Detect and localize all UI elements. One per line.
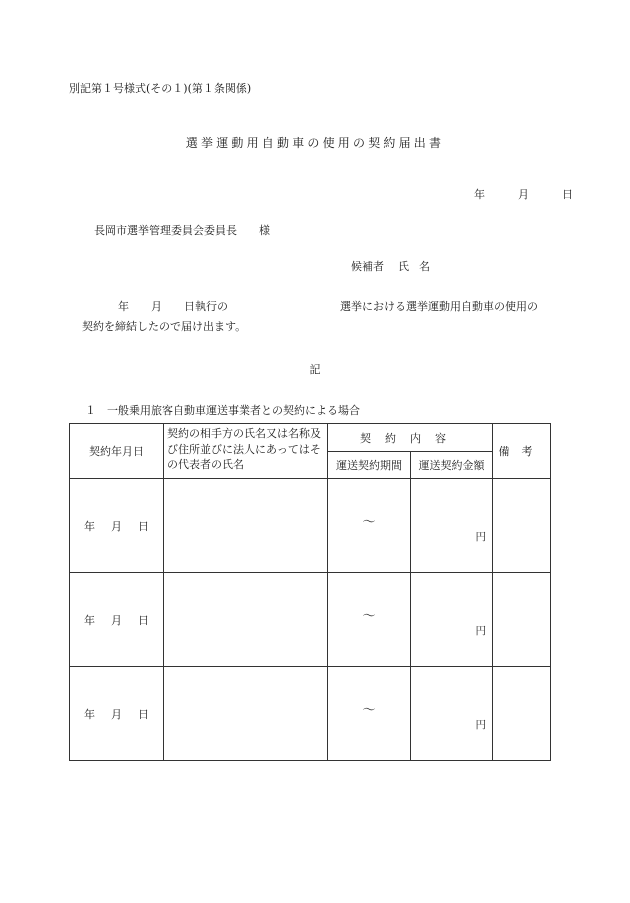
body-text-line-2: 契約を締結したので届け出ます。: [82, 320, 247, 333]
date-day-label: 日: [562, 188, 573, 201]
counterparty-cell[interactable]: [164, 479, 328, 573]
contract-date-cell[interactable]: [70, 573, 164, 667]
submission-date: [474, 186, 573, 202]
document-title: 選挙運動用自動車の使用の契約届出書: [185, 136, 445, 150]
addressee-name: 長岡市選挙管理委員会委員長: [94, 224, 237, 237]
row-day-label: 日: [138, 519, 149, 533]
row-month-label: 月: [111, 707, 122, 721]
period-tilde: ～: [362, 515, 376, 530]
transport-period-cell[interactable]: [328, 667, 411, 761]
yen-unit: 円: [475, 625, 486, 637]
candidate-name-label: 氏名: [398, 260, 440, 273]
addressee-honorific: 様: [259, 224, 270, 237]
header-counterparty: 契約の相手方の氏名又は名称及び住所並びに法人にあってはその代表者の氏名: [164, 424, 328, 479]
header-transport-amount: 運送契約金額: [411, 452, 493, 479]
counterparty-cell[interactable]: [164, 573, 328, 667]
section-title: １ 一般乗用旅客自動車運送事業者との契約による場合: [85, 404, 360, 417]
remarks-cell[interactable]: [493, 479, 551, 573]
candidate-label: 候補者: [351, 260, 384, 273]
row-year-label: 年: [84, 519, 95, 533]
transport-period-cell[interactable]: [328, 573, 411, 667]
remarks-cell[interactable]: [493, 573, 551, 667]
transport-period-cell[interactable]: [328, 479, 411, 573]
row-month-label: 月: [111, 519, 122, 533]
row-day-label: 日: [138, 707, 149, 721]
date-month-label: 月: [518, 188, 529, 201]
contract-date-cell[interactable]: [70, 667, 164, 761]
row-day-label: 日: [138, 613, 149, 627]
yen-unit: 円: [475, 719, 486, 731]
row-year-label: 年: [84, 613, 95, 627]
header-transport-period: 運送契約期間: [328, 452, 411, 479]
candidate-signature: [351, 258, 440, 274]
header-contract-content: 契約内容: [328, 424, 493, 452]
contract-date-cell[interactable]: [70, 479, 164, 573]
header-remarks: 備考: [493, 424, 551, 479]
table-row: [70, 667, 551, 761]
table-row: [70, 573, 551, 667]
row-year-label: 年: [84, 707, 95, 721]
addressee: [94, 222, 270, 238]
remarks-cell[interactable]: [493, 667, 551, 761]
body-text-line-1a: 年 月 日執行の: [118, 300, 228, 313]
row-month-label: 月: [111, 613, 122, 627]
period-tilde: ～: [362, 703, 376, 718]
form-identifier: 別記第１号様式(その１)(第１条関係): [69, 82, 252, 95]
table-header-row: [70, 424, 551, 452]
transport-amount-cell[interactable]: [411, 667, 493, 761]
period-tilde: ～: [362, 609, 376, 624]
transport-amount-cell[interactable]: [411, 479, 493, 573]
ki-heading: 記: [309, 363, 321, 376]
header-contract-date: 契約年月日: [70, 424, 164, 479]
yen-unit: 円: [475, 531, 486, 543]
transport-amount-cell[interactable]: [411, 573, 493, 667]
body-text-line-1b: 選挙における選挙運動用自動車の使用の: [340, 300, 538, 313]
table-row: [70, 479, 551, 573]
counterparty-cell[interactable]: [164, 667, 328, 761]
contract-table: [69, 423, 551, 761]
date-year-label: 年: [474, 188, 485, 201]
